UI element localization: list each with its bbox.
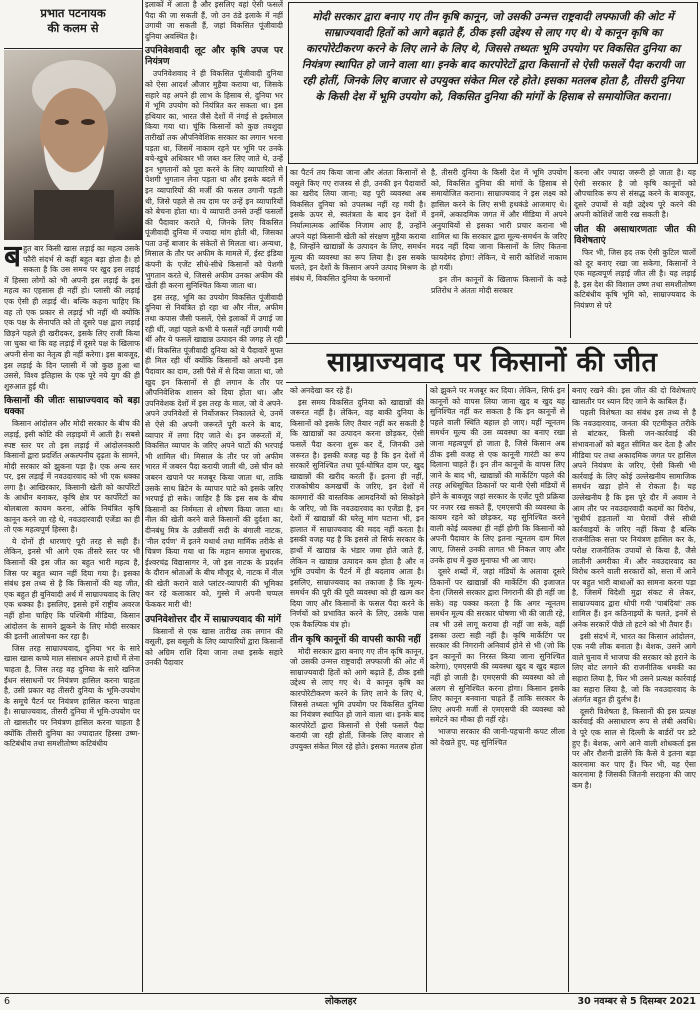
paragraph: इस समय विकसित दुनिया को खाद्यान्नों की जरूरत नहीं है। लेकिन, वह बाकी दुनिया के किसानों को इसके लिए तैयार नहीं कर सकती है कि खाद्यान्नों का उत्पादन करना छोड़कर, ऐसी फसलें पैदा करना शुरू कर दें, जिनकी उसे जरूरत है। इसकी वजह यह है कि इन देशों में सरकारें सुनिश्चित तथा पूर्व-घोषित दाम पर, खुद खाद्यान्नों की खरीद करती हैं। इतना ही नहीं, राजकोषीय कमखर्ची के जरिए, इन देशों में कामगारों की वास्तविक आमदनियों को सिकोड़ने के जरिए, जो कि नवउदारवाद का एजेंडा है, इन देशों में खाद्यान्नों की घरेलू मांग घटाना भी, इन हालात में साम्राज्यवाद की मदद नहीं करता है। इसकी वजह यह है कि इससे तो सिर्फ सरकार के हाथों में खाद्यान्न के भंडार जमा होते जाते हैं, लेकिन न खाद्यान्न उत्पादन कम होता है और न भूमि उपयोग के पैटर्न में ही बदलाव आता है। इसलिए, साम्राज्यवाद का तकाजा है कि मूल्य-समर्थन की पूरी की पूरी व्यवस्था को ही खत्म कर दिया जाए और किसानों के फसल पैदा करने के निर्णयों को प्रभावित करने के लिए, उसके पास एक वैकल्पिक यंत्र हो। bbox=[290, 397, 424, 630]
column-rule bbox=[568, 384, 569, 992]
paragraph: दूसरे शब्दों में, जहां मंडियों के अलावा दूसरे ठिकानों पर खाद्यान्नों की मार्केटिंग की इजाजत देना (जिससे सरकार द्वारा निगरानी की ही नहीं जा सके) वह पक्का करता है कि अगर न्यूनतम समर्थन मूल्य की सरकार घोषणा भी की जाती रहे, तब भी उसे लागू कराया ही नहीं जा सके, वहीं इसका उल्टा सही नहीं है। कृषि मार्केटिंग पर सरकार की निगरानी अनिवार्य होने से भी (जो कि इन कानूनों का निरस्त किया जाना सुनिश्चित करेगा), एमएसपी की व्यवस्था खुद ब खुद बहाल नहीं हो जाती है। एमएसपी की व्यवस्था को तो अलग से सुनिश्चित करना होगा। किसान इसके लिए कानून बनवाना चाहते हैं ताकि सरकार के लिए अपनी मर्जी से एमएसपी की व्यवस्था को समेटने का मौका ही नहीं रहे। bbox=[430, 567, 565, 725]
paragraph: इन तीन कानूनों के खिलाफ किसानों के कड़े प्रतिरोध ने अंततः मोदी सरकार bbox=[431, 274, 567, 295]
paragraph: इसी संदर्भ में, भारत का किसान आंदोलन, एक नयी लीक बनाता है। बेशक, उसने आगे वाले चुनाव में भाजपा की सरकार को हराने के लिए वोट लगाने की राजनीतिक धमकी का सहारा लिया है, फिर भी उसने प्रत्यक्ष कार्रवाई का सहारा लिया है, जो कि नवउदारवाद के अंतर्गत बहुत ही दुर्लभ है। bbox=[572, 631, 696, 705]
section-heading: तीन कृषि कानूनों की वापसी काफी नहीं bbox=[290, 633, 421, 645]
author-portrait-image bbox=[4, 50, 142, 240]
section-heading: जीत की असाधारणताः जीत की विशेषताएं bbox=[574, 223, 696, 246]
paragraph: उपनिवेशवाद ने ही विकसित पूंजीवादी दुनिया को ऐसा आदर्श औजार मुहैया कराया था, जिसके सहारे वह अपने ही लाभ के हिसाब से, दुनिया भर में भूमि उपयोग को नियंत्रित कर सकता था। इस हथियार का, भारत जैसे देशों में नंगई से इस्तेमाल किया गया था। चूंकि किसानों को कुछ तयशुदा तारीखों तक औपनिवेशिक सरकार का लगान भरना पड़ता था, जिसमें नाकाम रहने पर भूमि पर उनके बचे-खुचे अधिकार भी जब्त कर लिए जाते थे, उन्हें इन भुगतानों को पूरा करने के लिए व्यापारियों से पेशगी भुगतान लेना पड़ता था और इसके बदले में इन व्यापारियों की मर्जी की फसल उगानी पड़ती थी, जिसे पहले से तय दाम पर उन्हें इन व्यापारियों को बेचना होता था। ये व्यापारी उनसे उन्हीं फसलों की पैदावार कराते थे, जिनके लिए विकसित पूंजीवादी दुनिया में ज्यादा मांग होती थी, जिसका पता उन्हें बाजार के संकेतों से मिलता था। अन्यथा, मिसाल के तौर पर अफीम के मामले में, ईस्ट इंडिया कंपनी के एजेंट सीधे-सीधे किसानों को पेशगी भुगतान करते थे, जिससे अफीम उनका अफीम की खेती ही करना सुनिश्चित किया जाता था। bbox=[145, 69, 283, 291]
paragraph: मोदी सरकार द्वारा बनाए गए तीन कृषि कानून, जो उसकी उन्मत्त राष्ट्रवादी लफ्फाजी की ओट में साम्राज्यवादी हितों को आगे बढ़ाते हैं, ठीक इसी उद्देश्य से लाए गए थे। ये कानून कृषि का कारपोरेटीकरण करने के लिए लाने के लिए थे, जिससे तथ्यतः भूमि उपयोग पर विकसित दुनिया का नियंत्रण स्थापित हो जाने वाला था। इनके बाद कारपोरेटों द्वारा किसानों से ऐसी फसलें पैदा करायी जा रही होतीं, जिनके लिए बाजार से उपयुक्त संकेत मिल रहे होते। इसका मतलब होता bbox=[290, 646, 424, 751]
paragraph: जिस तरह साम्राज्यवाद, दुनिया भर के सारे खास खास कच्चे माल संसाधन अपने हाथों में लेना चाहता है, जिस तरह वह दुनिया के सारे खनिज ईंधन संसाधनों पर नियंत्रण हासिल करना चाहता है, उसी प्रकार वह तीसरी दुनिया के भूमि-उपयोग के समूचे पैटर्न पर नियंत्रण हासिल करना चाहता है। साम्राज्यवाद, तीसरी दुनिया में भूमि-उपयोग पर तो खासतौर पर नियंत्रण हासिल करना चाहता है क्योंकि तीसरी दुनिया का ज्यादातर हिस्सा उष्ण-कटिबंधीय तथा समशीतोष्ण कटिबंधीय bbox=[4, 643, 140, 749]
paragraph: है, तीसरी दुनिया के किसी देश में भूमि उपयोग को, विकसित दुनिया की मांगों के हिसाब से समायोजित कराना। साम्राज्यवाद ने इस लक्ष्य को हासिल करने के लिए सभी हथकंडे आजमाए थे। इनमें, अकादमिक जगत में और मीडिया में अपने अनुयायियों से इसका भारी प्रचार कराना भी शामिल था कि सरकार द्वारा मूल्य-समर्थन के जरिए मदद नहीं दिया जाना किसानों के लिए कितना फायदेमंद होगा! लेकिन, ये सारी कोशिशें नाकाम हो गयीं। bbox=[431, 168, 567, 273]
newspaper-name: लोकलहर bbox=[325, 996, 357, 1007]
section-heading: किसानों की जीतः साम्राज्यवाद को बड़ा धक्का bbox=[4, 395, 140, 418]
article-headline: साम्राज्यवाद पर किसानों की जीत bbox=[286, 343, 698, 383]
column-rule bbox=[426, 384, 427, 992]
paragraph: भाजपा सरकार की जानी-पहचानी कपट लीला को देखते हुए, यह सुनिश्चित bbox=[430, 727, 565, 747]
article-column-2 bbox=[145, 0, 283, 992]
paragraph: इस तरह, भूमि का उपयोग विकसित पूंजीवादी दुनिया से नियंत्रित हो रहा था और नील, अफीम तथा कपास जैसी फसलें, ऐसे इलाकों में उगाई जा रही थीं, जहां पहले कभी ये फसलें नहीं उगायी गयी थीं और ये फसलें खाद्यान्न उत्पादन की जगह ले रही थीं। विकसित पूंजीवादी दुनिया को ये पैदावारें मुफ्त ही मिल रही थीं क्योंकि किसानों को अपनी इस पैदावार का दाम, उसी पैसे में से दिया जाता था, जो खुद इन किसानों से ही लगान के तौर पर औपनिवेशिक शासन को दिया होता था। और उपनिवेशक देशों में इस तरह के माल, जो वे अपने-अपने उपनिवेशों से निर्योजकर निकालते थे, उनमें से ऐसे की अपनी जरूरतें पूरी करने के बाद, व्यापार में लगा दिए जाते थे। इन जरूरतों में, विकसित व्यापार के जरिए अपने घाटों की भरपाई भी शामिल थी। मिसाल के तौर पर जो अफीम भारत में जबरन पैदा करायी जाती थी, उसे चीन को जबरन खपाने पर मजबूर किया जाता था, ताकि उसके साथ ब्रिटेन के व्यापार घाटे को इसके जरिए भरपाई हो सके। जाहिर है कि इस सब के बीच किसानों का निर्ममता से शोषण किया जाता था। नील की खेती करने वाले किसानों की दुर्दशा का, दीनबंधु मित्र के उन्नीसवीं सदी के बंगाली नाटक, 'नील दर्पण' में इतने यथार्थ तथा मार्मिक तरीके से चित्रण किया गया था कि महान समाज सुधारक, ईश्वरचंद्र विद्यासागर ने, जो इस नाटक के प्रदर्शन के दौरान श्रोताओं के बीच मौजूद थे, नाटक में नील की खेती कराने वाले प्लांटर-व्यापारी की भूमिका कर रहे कलाकार को, गुस्से में अपनी चप्पल फेंककर मारी थी! bbox=[145, 292, 283, 610]
paragraph: हुत बार किसी खास लड़ाई का महत्व उसके फौरी संदर्भ से कहीं बहुत बड़ा होता है। हो सकता है कि उस समय पर खुद इस लड़ाई में हिस्सा लोगों को भी अपनी इस लड़ाई के इस महत्व का एहसास ही नहीं हो। प्लासी की लड़ाई एक ऐसी ही लड़ाई थी। बल्कि कहना चाहिए कि वह तो एक प्रकार से लड़ाई भी नहीं थी क्योंकि एक पक्ष के सेनापति को तो दूसरे पक्ष द्वारा लड़ाई छिड़ने पहले ही खरीदकर, इसके लिए राजी किया जा चुका था कि वह लड़ाई में दूसरे पक्ष के खिलाफ अपनी सेना का नेतृत्व ही नहीं करेगा। इस बावजूद, इस लड़ाई के दिन प्लासी में जो कुछ हुआ था उससे, विश्व इतिहास के एक पूरे नये युग की ही शुरुआत हुई थी। bbox=[4, 244, 140, 391]
pull-quote-box bbox=[288, 2, 698, 164]
author-photo bbox=[4, 50, 142, 240]
paragraph: किसान आंदोलन और मोदी सरकार के बीच की लड़ाई, इसी कोटि की लड़ाइयों में आती है। सबसे स्पष्ट स्तर पर तो इस लड़ाई में आंदोलनकारी किसानों द्वारा प्रदर्शित अकल्पनीय दृढ़ता के सामने, मोदी सरकार को झुकना पड़ा है। एक अन्य स्तर पर, इस लड़ाई में नवउदारवाद को भी एक धक्का लगा है। आखिरकार, किसानी खेती को कार्पोरेटों के आधीन बनाकर, कृषि क्षेत्र पर कार्पोरेटों का बोलबाला कायम करना, ओकि नियंत्रित कृषि कानून करने जा रहे थे, नवउदारवादी एजेंडा का ही तो एक महत्वपूर्ण हिस्सा है। bbox=[4, 419, 140, 535]
paragraph: दूसरी विशेषता है, किसानों की इस प्रत्यक्ष कार्रवाई की असाधारण रूप से लंबी अवधि। वे पूरे एक साल से दिल्ली के बार्डरों पर डटे हुए हैं। बेशक, आगे आने वाली शोधकर्ता इस पर और रौशनी डालेंगे कि कैसे वे इतना बड़ा कारनामा कर पाए हैं। फिर भी, यह ऐसा कारनामा है जिसकी जितनी सराहना की जाए कम है। bbox=[572, 706, 696, 790]
paragraph: को अनदेखा कर रहे हैं। bbox=[290, 386, 353, 395]
paragraph: बनाए रखने की। इस जीत की दो विशेषताएं खासतौर पर ध्यान दिए जाने के काबिल हैं। bbox=[572, 386, 696, 406]
author-name: प्रभात पटनायक bbox=[40, 6, 106, 20]
paragraph: इलाकों में आता है और इसलिए वहां ऐसी फसलें पैदा की जा सकती हैं, जो उन ठंडे इलाके में नहीं उगायी जा सकती हैं, जहां विकसित पूंजीवादी दुनिया अवस्थित है। bbox=[145, 0, 283, 41]
paragraph: का पैटर्न तय किया जाना और अंततः किसानों से वसूले किए गए राजस्व से ही, उनकी इन पैदावारों का खरीद लिया जाना; यह पूरी व्यवस्था अब विकसित दुनिया को उपलब्ध नहीं रह गयी है। इसके ऊपर से, स्वतंत्रता के बाद इन देशों में निर्यात्मात्मक आर्थिक निजाम आए हैं, उन्होंने अपने यहां किसानी खेती को संरक्षण मुहैया कराया है, जिन्होंने खाद्यान्नों के उत्पादन के लिए, समर्थन मूल्य की व्यवस्था का रूप लिया है। इस सबके चलते, इन देशों के किसान अपने उत्पाद मिश्रण के संबंध में, विकसित दुनिया के फरमानों bbox=[290, 168, 426, 283]
article-column-4-top bbox=[431, 168, 567, 340]
pull-quote: मोदी सरकार द्वारा बनाए गए तीन कृषि कानून, जो उसकी उन्मत्त राष्ट्रवादी लफ्फाजी की ओट में साम्राज्यवादी हितों को आगे बढ़ाते हैं, ठीक इसी उद्देश्य से लाए गए थे। ये कानून कृषि का कारपोरेटीकरण करने के लिए लाने के लिए थे, जिससे तथ्यतः भूमि उपयोग पर विकसित दुनिया का नियंत्रण स्थापित हो जाने वाला था। इनके बाद कारपोरेटों द्वारा किसानों से ऐसी फसलें पैदा करायी जा रही होतीं, जिनके लिए बाजार से उपयुक्त संकेत मिल रहे होते। इसका मतलब होता है, तीसरी दुनिया के किसी देश में भूमि उपयोग को, विकसित दुनिया की मांगों के हिसाब से समायोजित कराना। bbox=[301, 11, 685, 103]
column-rule bbox=[286, 166, 287, 338]
paragraph: ये दोनों ही धारणाएं पूरी तरह से सही हैं। लेकिन, इनसे भी आगे एक तीसरे स्तर पर भी किसानों की इस जीत का बहुत भारी महत्व है, जिस पर बहुत ध्यान नहीं दिया गया है। इसका संबंध इस तथ्य से है कि किसानों की यह जीत, एक बहुत ही बुनियादी अर्थ में साम्राज्यवाद के लिए एक धक्का है। इसलिए, इससे हमें राष्ट्रीय अवरज नहीं होना चाहिए कि पश्चिमी मीडिया, किसान आंदोलन के सामने झुकने के लिए मोदी सरकार की इतनी आलोचना कर रहा है। bbox=[4, 536, 140, 642]
article-column-3-top bbox=[290, 168, 426, 340]
paragraph: करना और ज्यादा जरूरी हो जाता है। यह ऐसी सरकार है जो कृषि कानूनों को औपचारिक रूप से संसद्ध करने के बावजूद, दूसरे उपायों से वही उद्देश्य पूरे करने की अपनी कोशिशें जारी रख सकती है। bbox=[574, 168, 696, 220]
drop-cap: ब bbox=[4, 244, 22, 274]
column-rule bbox=[570, 166, 571, 338]
article-column-1 bbox=[4, 244, 140, 992]
section-heading: उपनिवेशवादी लूट और कृषि उपज पर नियंत्रण bbox=[145, 45, 283, 68]
paragraph: किसानों से एक खास तारीख तक लगान की वसूली, इस वसूली के लिए व्यापारियों द्वारा किसानों को अग्रिम राशि दिया जाना तथा इसके सहारे उनकी पैदावार bbox=[145, 626, 283, 668]
article-column-3-bottom bbox=[290, 386, 424, 992]
article-column-5-top bbox=[574, 168, 696, 340]
byline-subtitle: की कलम से bbox=[47, 21, 99, 35]
paragraph: पहली विशेषता का संबंध इस तथ्य से है कि नवउदारवाद, जनता की एटमीकृत तरीके से बांटकर, किसी जन-कार्रवाई की संभावनाओं को बहुत सीमित कर देता है और मीडिया पर तथा अकादमिक जगत पर हासिल अपने नियंत्रण के जरिए, ऐसी किसी भी कार्रवाई के लिए कोई उल्लेखनीय सामाजिक समर्थन खड़ा होने से रोकता है। यह उल्लेखनीय है कि इस पूरे दौर में अवाम ने आम तौर पर नवउदारवादी कदमों का विरोध, 'सुधीर्घ हड़तालों या घेरावों जैसे सीधी कार्रवाइयों के जरिए नहीं किया है बल्कि राजनीतिक सत्ता पर नियंत्रण हासिल कर के, परोक्ष राजनीतिक उपायों से किया है, जैसे लातीनी अमरीका में। और नवउदारवाद का विरोध करने वाली सरकारों को, सत्ता में आने पर बहुत भारी बाधाओं का सामना करना पड़ा है, जिसमें विदेशी मुद्रा संकट से लेकर, साम्राज्यवाद द्वारा थोपी गयी 'पाबंदियां' तक शामिल हैं। इन कठिनाइयों के चलते, इनमें से अनेक सरकारें पीछे तो हटने को भी तैयार हैं। bbox=[572, 408, 696, 630]
column-rule bbox=[142, 0, 143, 992]
section-heading: उपनिवेशोत्तर दौर में साम्राज्यवाद की मांगें bbox=[145, 613, 281, 625]
paragraph: को झुकने पर मजबूर कर दिया। लेकिन, सिर्फ इन कानूनों को वापस लिया जाना खुद ब खुद यह सुनिश्चित नहीं कर सकता है कि इन कानूनों से पहले वाली स्थिति बहाल हो जाए। यहीं न्यूनतम समर्थन मूल्य की उस व्यवस्था का बनाए रखा जाना महत्वपूर्ण हो जाता है, जिसे किसान अब ठीक इसी वजह से एक कानूनी गारंटी का रूप दिलाना चाहते हैं। इन तीन कानूनों के वापस लिए जाने के बाद भी, खाद्यान्नों की मार्केटिंग पहले की तरह अधिसूचित ठिकानों पर यानी ऐसी मंडियों में होने के बावजूद जहां सरकार के एजेंट पूरी प्रक्रिया पर नजर रख सकते हैं, एमएसपी की व्यवस्था के कायम रहने को छोड़कर, यह सुनिश्चित करने वाली कोई व्यवस्था ही नहीं होगी कि किसानों को अपनी पैदावार के लिए इतना न्यूनतम दाम मिल जाए, जिससे उनकी लागत भी निकल जाए और उनके हाथ में कुछ मुनाफा भी आ जाए। bbox=[430, 386, 565, 565]
paragraph: फिर भी, जिस हद तक ऐसी कुटिल चालों को दूर बनाए रखा जा सकेगा, किसानों ने एक महत्वपूर्ण लड़ाई जीत ली है। यह लड़ाई है, इस देश की विशाल उष्ण तथा समशीतोष्ण कटिबंधीय कृषि भूमि को, साम्राज्यवाद के नियंत्रण से परे bbox=[574, 247, 696, 310]
issue-date: 30 नवम्बर से 5 दिसम्बर 2021 bbox=[577, 996, 696, 1007]
page-footer bbox=[0, 993, 700, 1010]
article-column-5-bottom bbox=[572, 386, 696, 992]
article-column-4-bottom bbox=[430, 386, 565, 992]
author-byline bbox=[4, 0, 142, 49]
page-number: 6 bbox=[4, 996, 11, 1007]
